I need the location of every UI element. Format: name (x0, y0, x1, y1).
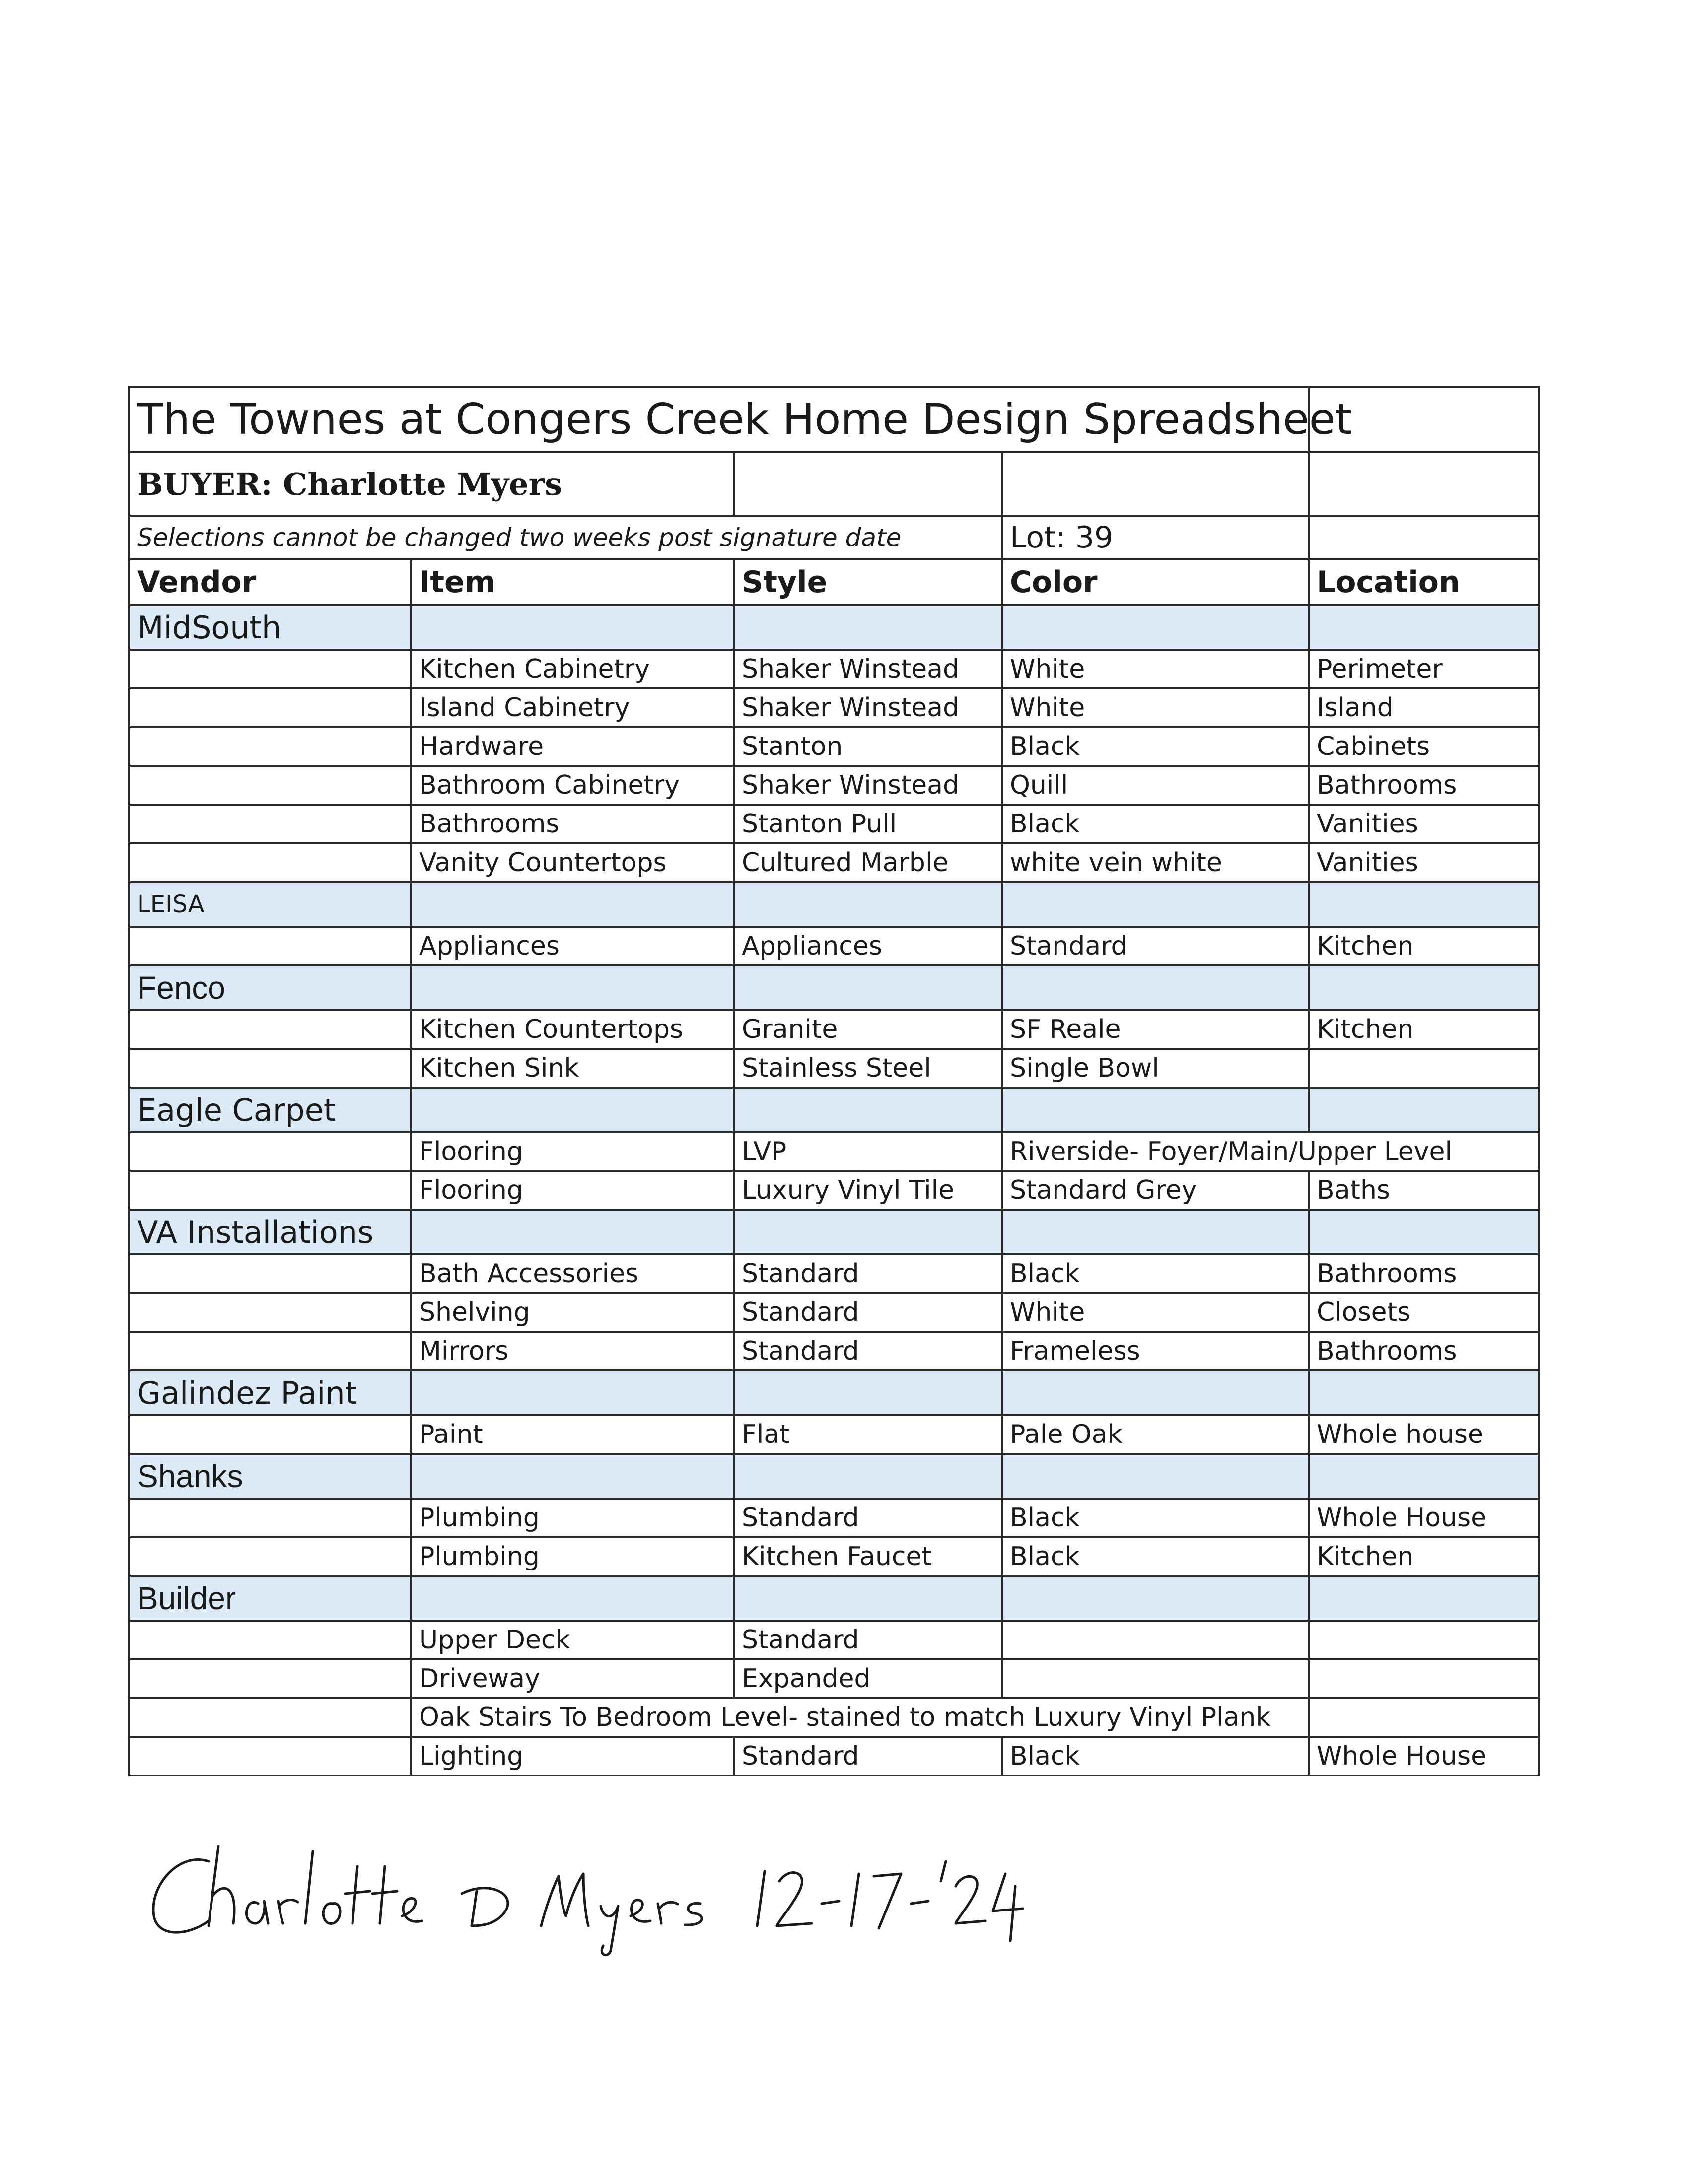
item-cell: Bathrooms (411, 805, 734, 843)
location-cell: Kitchen (1309, 1010, 1539, 1049)
vendor-row-cell (1309, 1088, 1539, 1132)
table-row (129, 1415, 1539, 1454)
vendor-row-cell (1309, 1454, 1539, 1499)
style-cell: Standard (734, 1332, 1002, 1370)
table-row (129, 766, 1539, 805)
table-row (129, 1293, 1539, 1332)
item-cell: Island Cabinetry (411, 688, 734, 727)
vendor-name: MidSouth (129, 605, 411, 650)
vendor-row (129, 1088, 1539, 1132)
table-row (129, 1332, 1539, 1370)
location-cell: Cabinets (1309, 727, 1539, 766)
vendor-cell (129, 1010, 411, 1049)
style-cell: Stanton Pull (734, 805, 1002, 843)
color-cell (1002, 1621, 1309, 1659)
vendor-row-cell (1002, 1088, 1309, 1132)
vendor-row (129, 965, 1539, 1010)
item-cell: Bathroom Cabinetry (411, 766, 734, 805)
style-cell: Luxury Vinyl Tile (734, 1171, 1002, 1210)
vendor-row-cell (1309, 1576, 1539, 1621)
vendor-row-cell (734, 965, 1002, 1010)
location-cell: Perimeter (1309, 650, 1539, 688)
location-cell (1309, 1621, 1539, 1659)
vendor-name: Fenco (129, 965, 411, 1010)
item-cell: Bath Accessories (411, 1254, 734, 1293)
sheet-title: The Townes at Congers Creek Home Design Spreadsheet (129, 387, 1309, 452)
item-cell: Flooring (411, 1132, 734, 1171)
vendor-row-cell (1309, 965, 1539, 1010)
location-cell: Whole House (1309, 1499, 1539, 1537)
vendor-cell (129, 766, 411, 805)
style-cell: Shaker Winstead (734, 650, 1002, 688)
color-cell: Quill (1002, 766, 1309, 805)
vendor-row-cell (734, 1454, 1002, 1499)
location-cell: Island (1309, 688, 1539, 727)
title-row (129, 387, 1539, 452)
item-cell: Plumbing (411, 1537, 734, 1576)
empty-cell (1002, 452, 1309, 516)
vendor-row-cell (1002, 1210, 1309, 1254)
location-cell: Closets (1309, 1293, 1539, 1332)
style-cell: Standard (734, 1737, 1002, 1775)
vendor-cell (129, 1049, 411, 1088)
color-cell: Black (1002, 1537, 1309, 1576)
vendor-row-cell (411, 882, 734, 927)
table-row (129, 650, 1539, 688)
color-cell: Black (1002, 805, 1309, 843)
item-cell: Vanity Countertops (411, 843, 734, 882)
design-spreadsheet-table (128, 386, 1540, 1776)
color-cell: Black (1002, 1254, 1309, 1293)
vendor-row-cell (1002, 605, 1309, 650)
style-cell: Kitchen Faucet (734, 1537, 1002, 1576)
vendor-cell (129, 688, 411, 727)
table-row (129, 727, 1539, 766)
vendor-name: Galindez Paint (129, 1370, 411, 1415)
location-cell: Vanities (1309, 843, 1539, 882)
vendor-row-cell (734, 1088, 1002, 1132)
vendor-row-cell (1002, 1454, 1309, 1499)
item-cell: Kitchen Countertops (411, 1010, 734, 1049)
color-cell: SF Reale (1002, 1010, 1309, 1049)
item-cell: Mirrors (411, 1332, 734, 1370)
vendor-row-cell (1002, 965, 1309, 1010)
vendor-cell (129, 1254, 411, 1293)
style-cell: Standard (734, 1499, 1002, 1537)
header-row (129, 559, 1539, 605)
color-cell: Standard Grey (1002, 1171, 1309, 1210)
item-cell: Flooring (411, 1171, 734, 1210)
location-cell: Bathrooms (1309, 766, 1539, 805)
vendor-row (129, 1576, 1539, 1621)
item-cell: Lighting (411, 1737, 734, 1775)
item-cell: Paint (411, 1415, 734, 1454)
color-cell: White (1002, 1293, 1309, 1332)
item-cell: Kitchen Sink (411, 1049, 734, 1088)
style-cell: Granite (734, 1010, 1002, 1049)
vendor-row-cell (411, 1370, 734, 1415)
vendor-cell (129, 1132, 411, 1171)
style-cell: Standard (734, 1254, 1002, 1293)
selection-note: Selections cannot be changed two weeks post signature date (129, 516, 1002, 559)
color-cell: Frameless (1002, 1332, 1309, 1370)
location-cell (1309, 1049, 1539, 1088)
style-cell: Shaker Winstead (734, 766, 1002, 805)
empty-cell (1309, 516, 1539, 559)
vendor-row-cell (734, 882, 1002, 927)
vendor-cell (129, 1659, 411, 1698)
col-header-color: Color (1002, 559, 1309, 605)
vendor-name: Eagle Carpet (129, 1088, 411, 1132)
vendor-cell (129, 727, 411, 766)
color-cell: Pale Oak (1002, 1415, 1309, 1454)
vendor-row (129, 1370, 1539, 1415)
vendor-row-cell (411, 1210, 734, 1254)
empty-cell (1309, 452, 1539, 516)
vendor-cell (129, 1537, 411, 1576)
location-cell: Kitchen (1309, 927, 1539, 965)
vendor-row (129, 1454, 1539, 1499)
item-cell: Upper Deck (411, 1621, 734, 1659)
vendor-row-cell (1002, 882, 1309, 927)
table-row (129, 1537, 1539, 1576)
vendor-cell (129, 1499, 411, 1537)
note-row (129, 516, 1539, 559)
vendor-row-cell (1309, 605, 1539, 650)
vendor-row (129, 882, 1539, 927)
color-cell: white vein white (1002, 843, 1309, 882)
color-cell: Riverside- Foyer/Main/Upper Level (1002, 1132, 1539, 1171)
style-cell: Stanton (734, 727, 1002, 766)
table-row (129, 927, 1539, 965)
vendor-row-cell (734, 1210, 1002, 1254)
handwritten-signature (134, 1832, 1028, 1961)
vendor-row-cell (411, 605, 734, 650)
buyer-name: BUYER: Charlotte Myers (129, 452, 734, 516)
vendor-cell (129, 650, 411, 688)
vendor-row-cell (1309, 882, 1539, 927)
vendor-row-cell (1002, 1576, 1309, 1621)
table-row (129, 1254, 1539, 1293)
signature-area (134, 1832, 1028, 1961)
vendor-name: LEISA (129, 882, 411, 927)
spreadsheet-body (129, 387, 1539, 1775)
table-row (129, 1049, 1539, 1088)
vendor-cell (129, 1293, 411, 1332)
style-cell: LVP (734, 1132, 1002, 1171)
lot-number: Lot: 39 (1002, 516, 1309, 559)
location-cell: Whole house (1309, 1415, 1539, 1454)
table-row (129, 1659, 1539, 1698)
style-cell: Standard (734, 1621, 1002, 1659)
vendor-row-cell (734, 605, 1002, 650)
color-cell: Single Bowl (1002, 1049, 1309, 1088)
vendor-row-cell (1002, 1370, 1309, 1415)
item-cell: Kitchen Cabinetry (411, 650, 734, 688)
location-cell: Bathrooms (1309, 1332, 1539, 1370)
col-header-vendor: Vendor (129, 559, 411, 605)
empty-cell (734, 452, 1002, 516)
color-cell: Standard (1002, 927, 1309, 965)
color-cell: White (1002, 650, 1309, 688)
style-cell: Cultured Marble (734, 843, 1002, 882)
vendor-row-cell (411, 1454, 734, 1499)
vendor-cell (129, 1698, 411, 1737)
vendor-cell (129, 1415, 411, 1454)
location-cell (1309, 1698, 1539, 1737)
vendor-row-cell (411, 1576, 734, 1621)
item-cell: Plumbing (411, 1499, 734, 1537)
table-row (129, 1010, 1539, 1049)
vendor-name: Builder (129, 1576, 411, 1621)
table-row (129, 1171, 1539, 1210)
table-row (129, 1737, 1539, 1775)
color-cell: Black (1002, 1737, 1309, 1775)
style-cell: Shaker Winstead (734, 688, 1002, 727)
item-cell: Driveway (411, 1659, 734, 1698)
vendor-cell (129, 927, 411, 965)
location-cell: Kitchen (1309, 1537, 1539, 1576)
vendor-row-cell (734, 1370, 1002, 1415)
vendor-row-cell (1309, 1370, 1539, 1415)
item-cell: Appliances (411, 927, 734, 965)
location-cell: Bathrooms (1309, 1254, 1539, 1293)
style-cell: Stainless Steel (734, 1049, 1002, 1088)
color-cell: Black (1002, 727, 1309, 766)
color-cell (1002, 1659, 1309, 1698)
style-cell: Expanded (734, 1659, 1002, 1698)
color-cell: White (1002, 688, 1309, 727)
vendor-row-cell (411, 965, 734, 1010)
style-cell: Appliances (734, 927, 1002, 965)
vendor-cell (129, 1737, 411, 1775)
item-cell: Shelving (411, 1293, 734, 1332)
vendor-cell (129, 1171, 411, 1210)
col-header-style: Style (734, 559, 1002, 605)
table-row (129, 1132, 1539, 1171)
table-row (129, 1499, 1539, 1537)
table-row (129, 1698, 1539, 1737)
vendor-row-cell (734, 1576, 1002, 1621)
vendor-cell (129, 1332, 411, 1370)
vendor-row-cell (1309, 1210, 1539, 1254)
vendor-name: VA Installations (129, 1210, 411, 1254)
col-header-location: Location (1309, 559, 1539, 605)
table-row (129, 805, 1539, 843)
vendor-cell (129, 843, 411, 882)
color-cell: Black (1002, 1499, 1309, 1537)
vendor-name: Shanks (129, 1454, 411, 1499)
table-row (129, 1621, 1539, 1659)
vendor-cell (129, 805, 411, 843)
table-row (129, 843, 1539, 882)
style-cell: Standard (734, 1293, 1002, 1332)
item-cell: Hardware (411, 727, 734, 766)
vendor-cell (129, 1621, 411, 1659)
vendor-row (129, 605, 1539, 650)
buyer-row (129, 452, 1539, 516)
vendor-row-cell (411, 1088, 734, 1132)
vendor-row (129, 1210, 1539, 1254)
location-cell: Baths (1309, 1171, 1539, 1210)
style-cell: Flat (734, 1415, 1002, 1454)
table-row (129, 688, 1539, 727)
item-cell: Oak Stairs To Bedroom Level- stained to match Luxury Vinyl Plank (411, 1698, 1309, 1737)
location-cell: Vanities (1309, 805, 1539, 843)
location-cell: Whole House (1309, 1737, 1539, 1775)
col-header-item: Item (411, 559, 734, 605)
location-cell (1309, 1659, 1539, 1698)
